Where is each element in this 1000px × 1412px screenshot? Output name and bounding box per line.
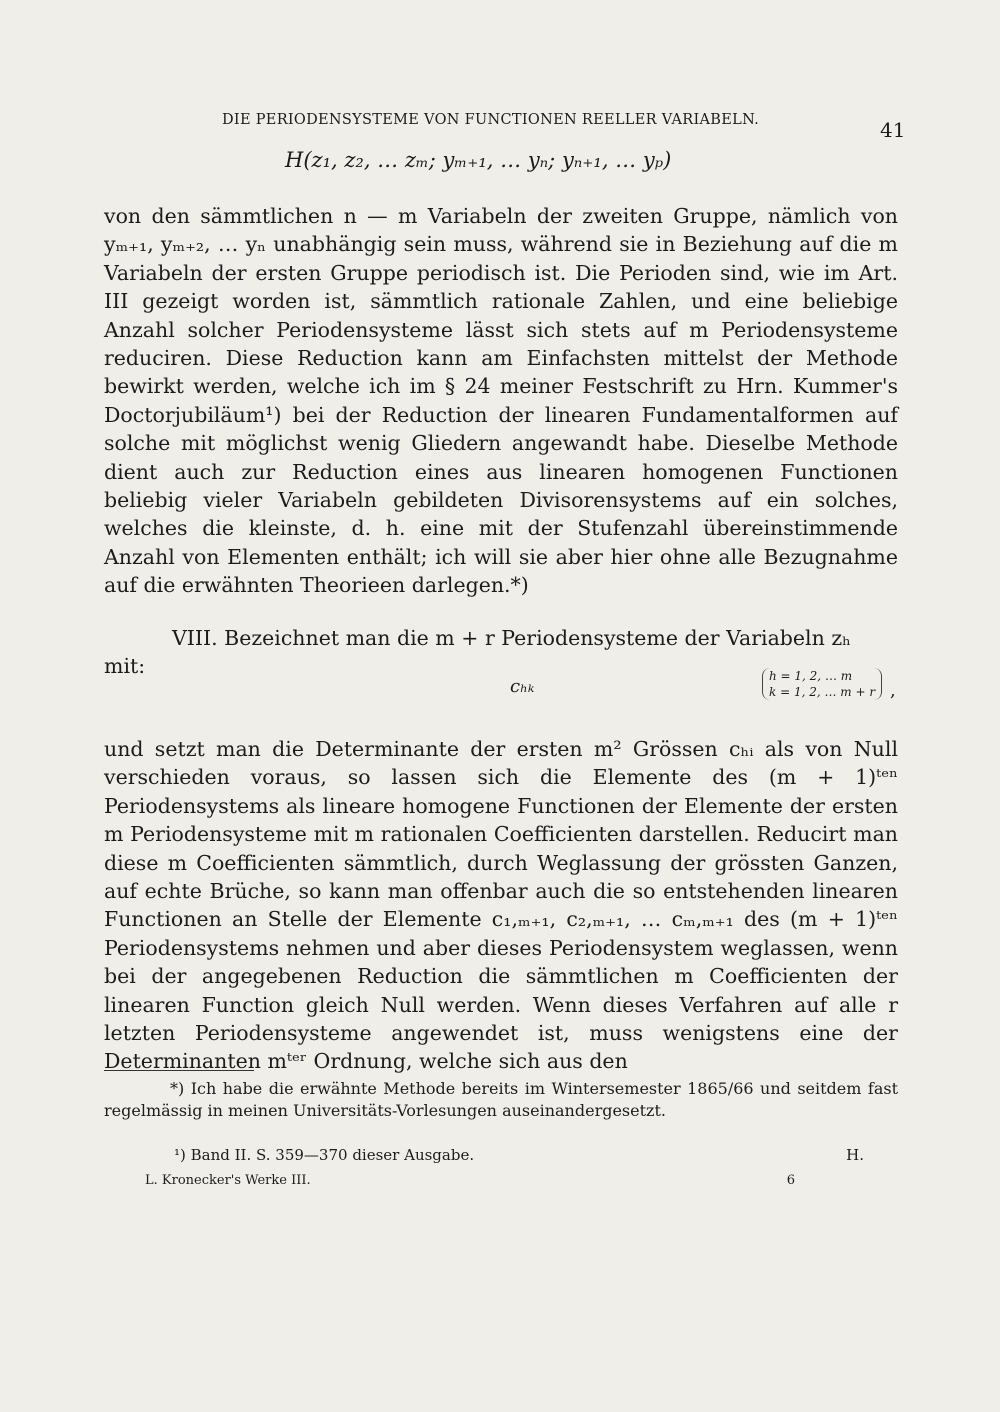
section-viii-heading: VIII. Bezeichnet man die m + r Periodensysteme der Variabeln zₕ mit: <box>104 626 851 678</box>
paragraph-1 <box>104 202 898 600</box>
formula-top: H(z₁, z₂, … zₘ; yₘ₊₁, … yₙ; yₙ₊₁, … yₚ) <box>285 148 672 172</box>
signature-right: 6 <box>786 1173 795 1188</box>
signature-left: L. Kronecker's Werke III. <box>145 1173 311 1188</box>
footnote-one-mark: H. <box>846 1146 864 1164</box>
page-number: 41 <box>880 118 906 142</box>
display-range <box>762 668 882 700</box>
display-range-line-1: h = 1, 2, … m <box>769 669 853 683</box>
display-range-line-2: k = 1, 2, … m + r <box>769 685 876 699</box>
footnote-rule <box>104 1070 254 1071</box>
footnote-star: *) Ich habe die erwähnte Methode bereits im Wintersemester 1865/66 und seitdem fast regelmässig in meinen Universitäts-Vorlesungen auseinandergesetzt. <box>104 1079 898 1120</box>
signature-line <box>145 1173 795 1188</box>
display-symbol: cₕₖ <box>510 676 535 697</box>
display-comma: , <box>890 680 896 701</box>
paragraph-2: und setzt man die Determinante der ersten m² Grössen cₕᵢ als von Null verschieden voraus, so lassen sich die Elemente des (m + 1)ᵗᵉⁿ Periodensystems als lineare homogene Functionen der Elemente der ersten m Periodensysteme mit m rationalen Coefficienten darstellen. Reducirt man diese m Coefficienten sämmtlich, durch Weglassung der grössten Ganzen, auf echte Brüche, so kann man offenbar auch die so entstehenden linearen Functionen an Stelle der Elemente c₁,ₘ₊₁, c₂,ₘ₊₁, … cₘ,ₘ₊₁ des (m + 1)ᵗᵉⁿ Periodensystems nehmen und aber dieses Periodensystem weglassen, wenn bei der angegebenen Reduction die sämmtlichen m Coefficienten der linearen Function gleich Null werden. Wenn dieses Verfahren auf alle r letzten Periodensysteme angewendet ist, muss wenigstens eine der Determinanten mᵗᵉʳ Ordnung, welche sich aus den <box>104 737 898 1074</box>
footnote-one-text: ¹) Band II. S. 359—370 dieser Ausgabe. <box>174 1146 475 1164</box>
paragraph-1-text: von den sämmtlichen n — m Variabeln der zweiten Gruppe, nämlich von yₘ₊₁, yₘ₊₂, … yₙ unabhängig sein muss, während sie in Beziehung auf die m Variabeln der ersten Gruppe periodisch ist. Die Perioden sind, wie im Art. III gezeigt worden ist, sämmtlich rationale Zahlen, und eine beliebige Anzahl solcher Periodensysteme lässt sich stets auf m Periodensysteme reduciren. Diese Reduction kann am Einfachsten mittelst der Methode bewirkt werden, welche ich im § 24 meiner Festschrift zu Hrn. Kummer's Doctorjubiläum¹) bei der Reduction der linearen Fundamentalformen auf solche mit möglichst wenig Gliedern angewandt habe. Dieselbe Methode dient auch zur Reduction eines aus linearen homogenen Functionen beliebig vieler Variabeln gebildeten Divisorensystems auf ein solches, welches die kleinste, d. h. eine mit der Stufenzahl übereinstimmende Anzahl von Elementen enthält; ich will sie aber hier ohne alle Bezugnahme auf die erwähnten Theorieen darlegen.*) <box>104 204 898 598</box>
footnote-one <box>174 1146 864 1164</box>
running-head: DIE PERIODENSYSTEME VON FUNCTIONEN REELLER VARIABELN. <box>222 112 760 128</box>
